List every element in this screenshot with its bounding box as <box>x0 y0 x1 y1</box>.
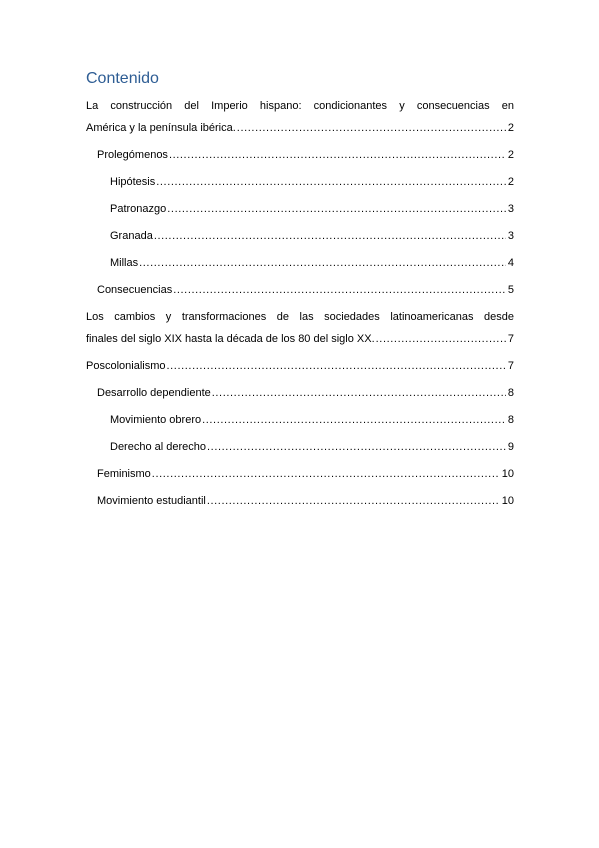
toc-entry-label: finales del siglo XIX hasta la década de los 80 del siglo XX. <box>86 333 375 345</box>
toc-page-number: 2 <box>507 176 514 188</box>
toc-page-number: 8 <box>507 414 514 426</box>
toc-entry-imperio-hispano[interactable] <box>86 95 514 139</box>
toc-page-number: 7 <box>507 360 514 372</box>
toc-page-number: 2 <box>507 122 514 134</box>
toc-entry-label: Prolegómenos <box>97 149 168 161</box>
dot-leader <box>212 382 506 404</box>
toc-entry-label: América y la península ibérica. <box>86 122 236 134</box>
toc-entry-label: Consecuencias <box>97 284 173 296</box>
dot-leader <box>237 117 506 139</box>
toc-page-number: 3 <box>507 230 514 242</box>
toc-page-number: 10 <box>501 468 514 480</box>
toc-entry-label: Movimiento estudiantil <box>97 495 206 507</box>
toc-entry-patronazgo[interactable] <box>110 198 514 220</box>
toc-entry-derecho-al-derecho[interactable] <box>110 436 514 458</box>
toc-entry-cambios-transformaciones[interactable] <box>86 306 514 350</box>
dot-leader <box>156 171 506 193</box>
toc-entry-first-line: Los cambios y transformaciones de las sociedades latinoamericanas desde <box>86 311 514 323</box>
toc-page-number: 5 <box>507 284 514 296</box>
toc-entry-movimiento-obrero[interactable] <box>110 409 514 431</box>
toc-entry-movimiento-estudiantil[interactable] <box>97 490 514 512</box>
toc-entry-hipotesis[interactable] <box>110 171 514 193</box>
toc-page-number: 4 <box>507 257 514 269</box>
dot-leader <box>139 252 506 274</box>
toc-entry-label: Desarrollo dependiente <box>97 387 211 399</box>
toc-page-number: 10 <box>501 495 514 507</box>
toc-entry-desarrollo-dependiente[interactable] <box>97 382 514 404</box>
dot-leader <box>207 436 506 458</box>
toc-page-number: 8 <box>507 387 514 399</box>
toc-heading: Contenido <box>86 70 159 87</box>
toc-entry-label: Hipótesis <box>110 176 156 188</box>
toc-entry-poscolonialismo[interactable] <box>86 355 514 377</box>
toc-page-number: 9 <box>507 441 514 453</box>
toc-entry-label: Feminismo <box>97 468 151 480</box>
toc-entry-prolegomenos[interactable] <box>97 144 514 166</box>
dot-leader <box>169 144 506 166</box>
dot-leader <box>173 279 506 301</box>
dot-leader <box>166 355 505 377</box>
toc-page-number: 2 <box>507 149 514 161</box>
dot-leader <box>167 198 506 220</box>
toc-entry-label: Millas <box>110 257 139 269</box>
toc-entry-feminismo[interactable] <box>97 463 514 485</box>
toc-entry-millas[interactable] <box>110 252 514 274</box>
toc-entry-granada[interactable] <box>110 225 514 247</box>
table-of-contents <box>86 95 514 512</box>
toc-page-number: 7 <box>507 333 514 345</box>
dot-leader <box>154 225 506 247</box>
toc-entry-label: Movimiento obrero <box>110 414 202 426</box>
dot-leader <box>376 328 506 350</box>
toc-entry-first-line: La construcción del Imperio hispano: condicionantes y consecuencias en <box>86 100 514 112</box>
dot-leader <box>152 463 500 485</box>
toc-entry-label: Patronazgo <box>110 203 167 215</box>
toc-page-number: 3 <box>507 203 514 215</box>
toc-entry-consecuencias[interactable] <box>97 279 514 301</box>
dot-leader <box>207 490 500 512</box>
toc-entry-label: Granada <box>110 230 153 242</box>
toc-entry-label: Derecho al derecho <box>110 441 207 453</box>
toc-entry-label: Poscolonialismo <box>86 360 166 372</box>
dot-leader <box>202 409 506 431</box>
